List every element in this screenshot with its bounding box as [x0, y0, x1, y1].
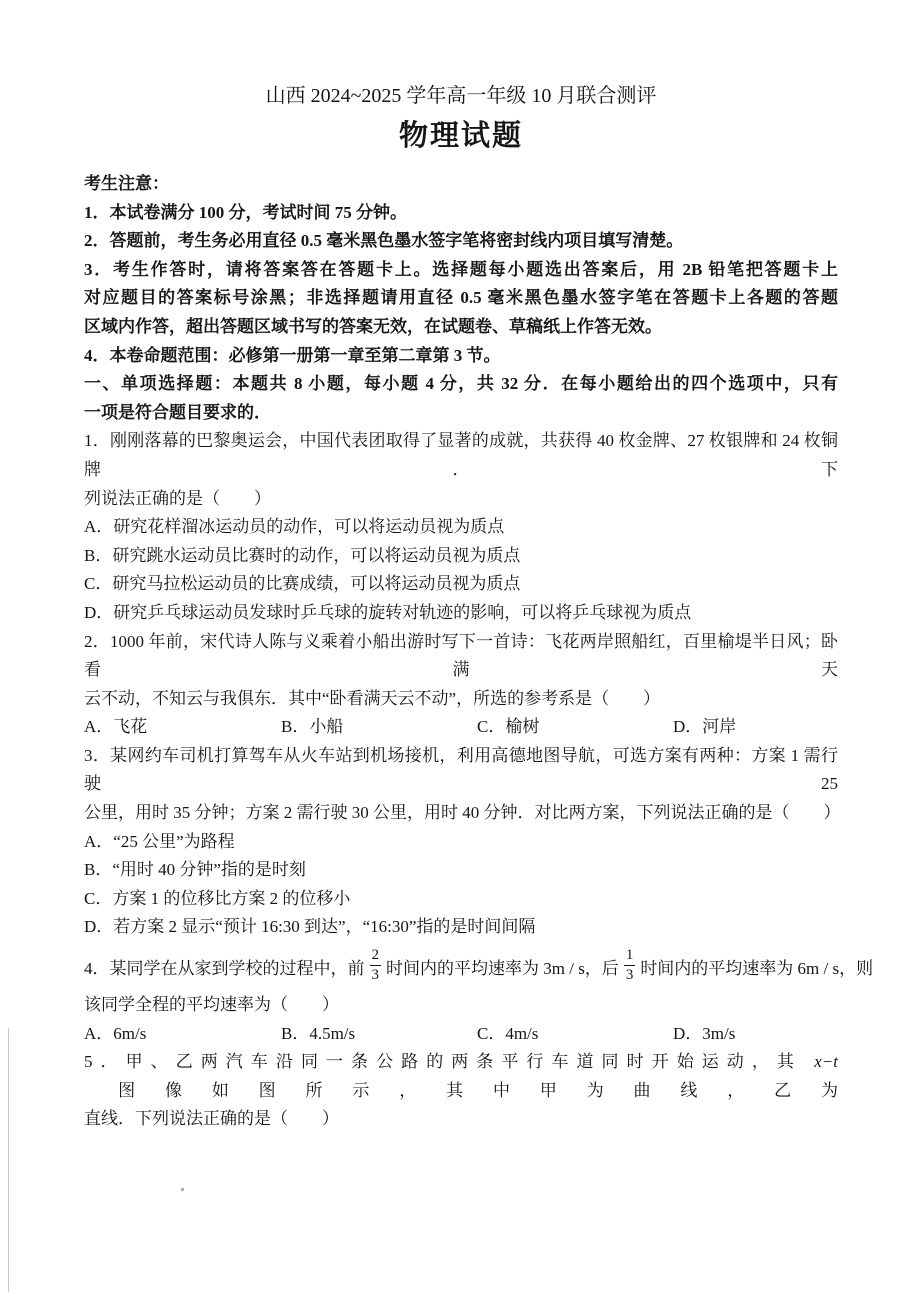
q4-stem-text-mid: 时间内的平均速率为 3m / s，后 [386, 959, 619, 979]
q4-option-c: C．4m/s [477, 1023, 539, 1043]
q3-stem-line-2: 公里，用时 35 分钟；方案 2 需行驶 30 公里，用时 40 分钟．对比两方案，下列说法正确的是（ ） [84, 803, 841, 823]
q4-option-d: D．3m/s [673, 1023, 736, 1043]
scan-speck-artifact [181, 1188, 184, 1191]
notice-item-4: 4．本卷命题范围：必修第一册第一章至第二章第 3 节。 [84, 345, 501, 365]
q5-stem-text-post: 图像如图所示，其中甲为曲线，乙为 [84, 1080, 838, 1100]
q3-option-b: B．“用时 40 分钟”指的是时刻 [84, 860, 306, 880]
q4-fraction-two-thirds [370, 947, 382, 984]
section-heading-line-1: 一、单项选择题：本题共 8 小题，每小题 4 分，共 32 分．在每小题给出的四个选项中，只有 [84, 374, 838, 394]
q2-options-row [84, 713, 838, 742]
q1-stem-line-2: 列说法正确的是（ ） [84, 488, 271, 508]
q4-stem-line-2: 该同学全程的平均速率为（ ） [84, 995, 339, 1015]
q2-option-c: C．榆树 [477, 717, 540, 737]
q1-option-a: A．研究花样溜冰运动员的动作，可以将运动员视为质点 [84, 517, 505, 537]
x-t-math-symbol: x−t [814, 1052, 838, 1072]
notice-heading: 考生注意： [84, 174, 169, 193]
notice-item-3-line-1: 3．考生作答时，请将答案答在答题卡上。选择题每小题选出答案后，用 2B 铅笔把答题卡上 [84, 259, 838, 279]
q1-stem-line-1: 1．刚刚落幕的巴黎奥运会，中国代表团取得了显著的成就，共获得 40 枚金牌、27 枚银牌和 24 枚铜牌．下 [84, 431, 838, 479]
notice-item-3-line-3: 区域内作答，超出答题区域书写的答案无效，在试题卷、草稿纸上作答无效。 [84, 316, 662, 336]
section-heading-line-2: 一项是符合题目要求的． [84, 402, 271, 422]
q4-fraction-one-third [624, 947, 636, 984]
fraction-numerator: 2 [370, 947, 382, 966]
fraction-denominator: 3 [371, 966, 379, 983]
q1-option-c: C．研究马拉松运动员的比赛成绩，可以将运动员视为质点 [84, 574, 521, 594]
q2-stem-line-1: 2．1000 年前，宋代诗人陈与义乘着小船出游时写下一首诗：飞花两岸照船红，百里榆堤半日风；卧看满天 [84, 631, 838, 680]
fraction-denominator: 3 [625, 966, 634, 983]
q2-option-d: D．河岸 [673, 717, 737, 737]
q3-stem-line-1: 3．某网约车司机打算驾车从火车站到机场接机，利用高德地图导航，可选方案有两种：方案 1 需行驶 25 [84, 745, 838, 794]
q1-option-b: B．研究跳水运动员比赛时的动作，可以将运动员视为质点 [84, 545, 521, 565]
notice-item-1: 1．本试卷满分 100 分，考试时间 75 分钟。 [84, 202, 407, 222]
q2-option-b: B．小船 [281, 717, 344, 737]
q4-stem-line-1 [84, 942, 874, 991]
q2-stem-line-2: 云不动，不知云与我俱东．其中“卧看满天云不动”，所选的参考系是（ ） [84, 688, 661, 708]
q3-option-a: A．“25 公里”为路程 [84, 831, 235, 851]
page-edge-scan-line [8, 1028, 9, 1292]
notice-item-3-line-2: 对应题目的答案标号涂黑；非选择题请用直径 0.5 毫米黑色墨水签字笔在答题卡上各题的答题 [84, 288, 838, 308]
q4-option-b: B．4.5m/s [281, 1023, 356, 1043]
q1-option-d: D．研究乒乓球运动员发球时乒乓球的旋转对轨迹的影响，可以将乒乓球视为质点 [84, 602, 692, 622]
q5-stem-text-pre: 5．甲、乙两汽车沿同一条公路的两条平行车道同时开始运动，其 [84, 1052, 815, 1072]
q5-stem-line-1 [84, 1048, 838, 1105]
exam-title: 山西 2024~2025 学年高一年级 10 月联合测评 [265, 85, 657, 107]
notice-item-2: 2．答题前，考生务必用直径 0.5 毫米黑色墨水签字笔将密封线内项目填写清楚。 [84, 231, 684, 251]
q4-option-a: A．6m/s [84, 1023, 147, 1043]
fraction-numerator: 1 [624, 947, 636, 966]
exam-paper [84, 0, 874, 1134]
q3-option-c: C．方案 1 的位移比方案 2 的位移小 [84, 888, 351, 908]
q3-option-d: D．若方案 2 显示“预计 16:30 到达”，“16:30”指的是时间间隔 [84, 917, 536, 937]
q4-options-row [84, 1020, 838, 1049]
q4-stem-text-end: 时间内的平均速率为 6m / s，则 [640, 959, 874, 979]
q5-stem-line-2: 直线．下列说法正确的是（ ） [84, 1109, 339, 1129]
exam-subtitle: 物理试题 [398, 120, 523, 152]
q2-option-a: A．飞花 [84, 717, 148, 737]
q4-stem-text-pre: 4．某同学在从家到学校的过程中，前 [84, 959, 365, 979]
